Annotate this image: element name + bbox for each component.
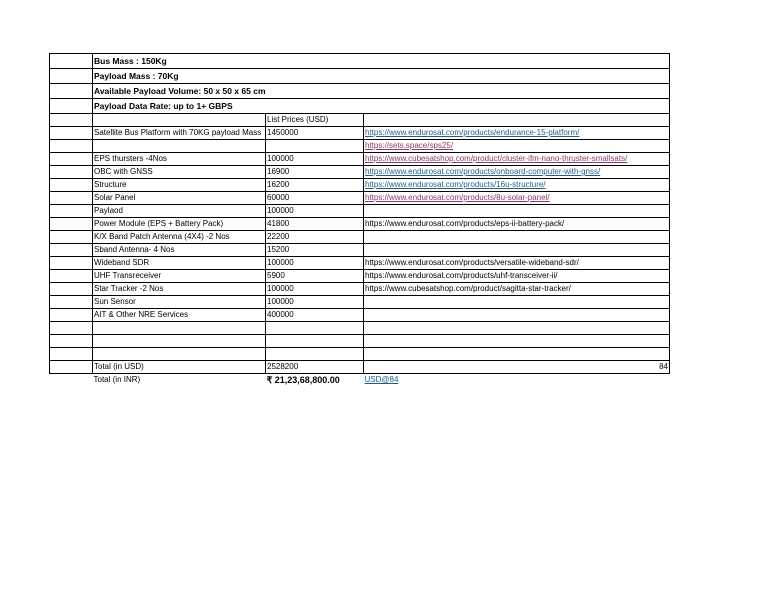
- empty-row: [50, 335, 670, 348]
- total-usd-label[interactable]: Total (in USD): [93, 361, 266, 374]
- cell[interactable]: [93, 140, 266, 153]
- item-price[interactable]: 41800: [266, 218, 364, 231]
- payload-volume[interactable]: Available Payload Volume: 50 x 50 x 65 cm: [93, 84, 670, 99]
- table-row: [50, 309, 670, 322]
- total-inr-row: [50, 374, 670, 387]
- item-link-secondary[interactable]: https://sets.space/sps25/: [364, 140, 670, 153]
- item-price[interactable]: 16200: [266, 179, 364, 192]
- item-price[interactable]: 1450000: [266, 127, 364, 140]
- table-row: [50, 153, 670, 166]
- item-name[interactable]: EPS thursters -4Nos: [93, 153, 266, 166]
- item-link[interactable]: [364, 309, 670, 322]
- table-row: [50, 270, 670, 283]
- cell[interactable]: [50, 99, 93, 114]
- table-row: [50, 179, 670, 192]
- item-link[interactable]: https://www.endurosat.com/products/versatile-wideband-sdr/: [364, 257, 670, 270]
- item-name[interactable]: OBC with GNSS: [93, 166, 266, 179]
- cell[interactable]: [93, 348, 266, 361]
- item-name[interactable]: Wideband SDR: [93, 257, 266, 270]
- item-link[interactable]: https://www.endurosat.com/products/onboard-computer-with-gnss/: [364, 166, 670, 179]
- item-name[interactable]: AIT & Other NRE Services: [93, 309, 266, 322]
- bus-mass[interactable]: Bus Mass : 150Kg: [93, 54, 670, 69]
- item-price[interactable]: 5900: [266, 270, 364, 283]
- item-price[interactable]: 22200: [266, 231, 364, 244]
- table-row: [50, 127, 670, 140]
- item-name[interactable]: K/X Band Patch Antenna (4X4) -2 Nos: [93, 231, 266, 244]
- item-link[interactable]: https://www.endurosat.com/products/16u-structure/: [364, 179, 670, 192]
- item-price[interactable]: 60000: [266, 192, 364, 205]
- data-rate[interactable]: Payload Data Rate: up to 1+ GBPS: [93, 99, 670, 114]
- cell[interactable]: [50, 218, 93, 231]
- cell[interactable]: [93, 322, 266, 335]
- exchange-rate[interactable]: 84: [364, 361, 670, 374]
- cell[interactable]: [50, 309, 93, 322]
- total-inr-label[interactable]: Total (in INR): [93, 375, 141, 384]
- cell[interactable]: [266, 322, 364, 335]
- cell[interactable]: [50, 192, 93, 205]
- inr-note[interactable]: USD@84: [364, 375, 399, 384]
- item-link[interactable]: https://www.endurosat.com/products/eps-ii-battery-pack/: [364, 218, 670, 231]
- cost-table: [49, 53, 670, 386]
- empty-row: [50, 322, 670, 335]
- cell[interactable]: [93, 335, 266, 348]
- item-name[interactable]: Star Tracker -2 Nos: [93, 283, 266, 296]
- cell[interactable]: [364, 348, 670, 361]
- cell[interactable]: [266, 335, 364, 348]
- table-row: [50, 296, 670, 309]
- item-price[interactable]: 100000: [266, 257, 364, 270]
- cell[interactable]: [50, 361, 93, 374]
- price-column-header[interactable]: List Prices (USD): [266, 114, 364, 127]
- cell[interactable]: [50, 84, 93, 99]
- cell[interactable]: [50, 270, 93, 283]
- empty-row: [50, 348, 670, 361]
- item-name[interactable]: Sband Antenna- 4 Nos: [93, 244, 266, 257]
- cell[interactable]: [50, 335, 93, 348]
- cell[interactable]: [50, 283, 93, 296]
- table-row: [50, 231, 670, 244]
- item-price[interactable]: 400000: [266, 309, 364, 322]
- item-price[interactable]: 100000: [266, 283, 364, 296]
- item-link[interactable]: [364, 244, 670, 257]
- item-link[interactable]: https://www.cubesatshop.com/product/cluster-ifm-nano-thruster-smallsats/: [364, 153, 670, 166]
- item-link[interactable]: https://www.endurosat.com/products/uhf-transceiver-ii/: [364, 270, 670, 283]
- item-price[interactable]: 15200: [266, 244, 364, 257]
- cell[interactable]: [364, 114, 670, 127]
- table-row: [50, 166, 670, 179]
- cell[interactable]: [364, 322, 670, 335]
- item-name[interactable]: Power Module (EPS + Battery Pack): [93, 218, 266, 231]
- header-row: [50, 54, 670, 69]
- cell[interactable]: [50, 374, 93, 387]
- cell[interactable]: [50, 69, 93, 84]
- cell[interactable]: [93, 114, 266, 127]
- cell[interactable]: [50, 179, 93, 192]
- cell[interactable]: [266, 140, 364, 153]
- item-link[interactable]: [364, 231, 670, 244]
- item-name[interactable]: Sun Sensor: [93, 296, 266, 309]
- cell[interactable]: [50, 54, 93, 69]
- total-inr-value[interactable]: ₹ 21,23,68,800.00: [266, 375, 340, 385]
- cell[interactable]: [50, 114, 93, 127]
- cell[interactable]: [50, 153, 93, 166]
- table-row: [50, 218, 670, 231]
- item-name[interactable]: Solar Panel: [93, 192, 266, 205]
- item-name[interactable]: Structure: [93, 179, 266, 192]
- item-link[interactable]: https://www.endurosat.com/products/8u-solar-panel/: [364, 192, 670, 205]
- item-link[interactable]: [364, 296, 670, 309]
- item-name[interactable]: Satellite Bus Platform with 70KG payload Mass: [93, 127, 266, 140]
- cell[interactable]: [50, 244, 93, 257]
- table-row: [50, 192, 670, 205]
- item-price[interactable]: 100000: [266, 153, 364, 166]
- table-row: [50, 283, 670, 296]
- table-row: [50, 205, 670, 218]
- cell[interactable]: [50, 257, 93, 270]
- cell[interactable]: [364, 335, 670, 348]
- cell[interactable]: [266, 348, 364, 361]
- table-row: [50, 244, 670, 257]
- table-row: [50, 140, 670, 153]
- table-row: [50, 257, 670, 270]
- item-link[interactable]: https://www.endurosat.com/products/endurance-15-platform/: [364, 127, 670, 140]
- item-link[interactable]: [364, 205, 670, 218]
- item-price[interactable]: 16900: [266, 166, 364, 179]
- item-name[interactable]: UHF Transreceiver: [93, 270, 266, 283]
- item-name[interactable]: Paylaod: [93, 205, 266, 218]
- total-usd-value[interactable]: 2528200: [266, 361, 364, 374]
- cell[interactable]: [50, 322, 93, 335]
- item-price[interactable]: 100000: [266, 205, 364, 218]
- total-usd-row: [50, 361, 670, 374]
- column-header-row: [50, 114, 670, 127]
- cell[interactable]: [50, 296, 93, 309]
- cell[interactable]: [50, 127, 93, 140]
- item-link[interactable]: https://www.cubesatshop.com/product/sagitta-star-tracker/: [364, 283, 670, 296]
- cell[interactable]: [50, 348, 93, 361]
- payload-mass[interactable]: Payload Mass : 70Kg: [93, 69, 670, 84]
- cell[interactable]: [50, 231, 93, 244]
- cell[interactable]: [50, 205, 93, 218]
- item-price[interactable]: 100000: [266, 296, 364, 309]
- cell[interactable]: [50, 166, 93, 179]
- cell[interactable]: [50, 140, 93, 153]
